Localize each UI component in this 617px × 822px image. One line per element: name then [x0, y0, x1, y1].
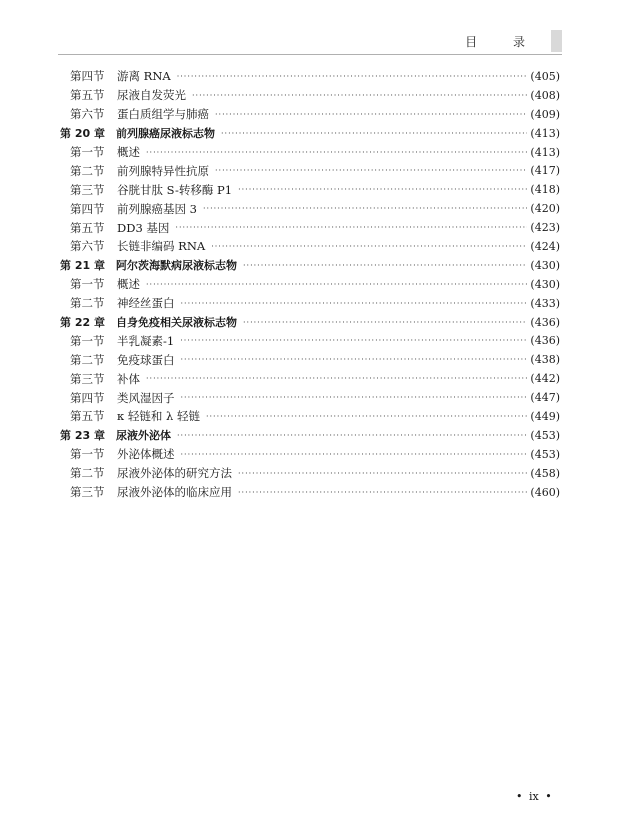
- toc-entry-title: 尿液自发荧光: [117, 88, 186, 103]
- toc-entry-page: (430): [530, 277, 560, 291]
- toc-entry-page: (453): [530, 428, 560, 442]
- toc-entry-title: 长链非编码 RNA: [117, 239, 206, 254]
- toc-section-entry[interactable]: [70, 350, 560, 369]
- toc-dot-leader: [177, 431, 527, 440]
- toc-dot-leader: [243, 261, 527, 270]
- toc-section-entry[interactable]: [70, 275, 560, 294]
- toc-section-entry[interactable]: [70, 464, 560, 483]
- toc-section-entry[interactable]: [70, 86, 560, 105]
- header-tab-marker: [551, 30, 562, 52]
- toc-entry-number: 第二节: [70, 296, 105, 311]
- toc-entry-page: (424): [530, 239, 560, 253]
- toc-dot-leader: [180, 336, 527, 345]
- toc-section-entry[interactable]: [70, 445, 560, 464]
- toc-section-entry[interactable]: [70, 105, 560, 124]
- toc-dot-leader: [181, 299, 528, 308]
- toc-entry-page: (436): [530, 315, 560, 329]
- toc-entry-title: 尿液外泌体的研究方法: [117, 466, 232, 481]
- toc-entry-title: 谷胱甘肽 S-转移酶 P1: [117, 182, 233, 197]
- toc-dot-leader: [181, 450, 528, 459]
- toc-entry-number: 第一节: [70, 333, 105, 348]
- toc-entry-number: 第二节: [70, 163, 105, 178]
- toc-entry-number: 第三节: [70, 371, 105, 386]
- toc-dot-leader: [215, 110, 527, 119]
- toc-entry-page: (447): [530, 391, 560, 405]
- toc-entry-number: 第六节: [70, 107, 105, 122]
- toc-entry-page: (430): [530, 258, 560, 272]
- toc-entry-number: 第 20 章: [60, 127, 105, 141]
- toc-entry-number: 第 22 章: [60, 316, 105, 330]
- toc-entry-page: (413): [530, 145, 560, 159]
- toc-entry-title: 补体: [117, 371, 140, 386]
- toc-section-entry[interactable]: [70, 180, 560, 199]
- toc-entry-title: 免疫球蛋白: [117, 352, 175, 367]
- table-of-contents: [60, 67, 560, 501]
- toc-entry-page: (418): [530, 183, 560, 197]
- toc-entry-number: 第一节: [70, 145, 105, 159]
- toc-dot-leader: [181, 355, 528, 364]
- toc-chapter-entry[interactable]: [60, 313, 560, 332]
- toc-entry-page: (413): [530, 126, 560, 140]
- toc-entry-number: 第一节: [70, 447, 105, 462]
- toc-entry-title: 游离 RNA: [117, 69, 171, 84]
- toc-entry-page: (420): [530, 202, 560, 216]
- toc-entry-title: 阿尔茨海默病尿液标志物: [116, 259, 237, 273]
- toc-dot-leader: [238, 185, 527, 194]
- toc-section-entry[interactable]: [70, 218, 560, 237]
- toc-entry-number: 第五节: [70, 409, 105, 424]
- toc-entry-title: 尿液外泌体: [116, 429, 171, 443]
- toc-entry-title: DD3 基因: [117, 220, 170, 235]
- toc-entry-number: 第二节: [70, 466, 105, 481]
- toc-dot-leader: [238, 488, 527, 497]
- toc-entry-title: 蛋白质组学与肺癌: [117, 107, 209, 122]
- toc-section-entry[interactable]: [70, 237, 560, 256]
- toc-dot-leader: [177, 72, 528, 81]
- toc-entry-number: 第六节: [70, 239, 105, 254]
- toc-entry-title: κ 轻链和 λ 轻链: [117, 409, 200, 424]
- toc-entry-page: (408): [530, 88, 560, 102]
- toc-dot-leader: [146, 374, 527, 383]
- toc-entry-number: 第三节: [70, 182, 105, 197]
- toc-entry-page: (409): [530, 107, 560, 121]
- toc-entry-page: (458): [530, 466, 560, 480]
- toc-entry-number: 第 21 章: [60, 259, 105, 273]
- running-header-title: 目 录: [465, 35, 541, 49]
- toc-entry-number: 第五节: [70, 88, 105, 103]
- toc-entry-number: 第四节: [70, 69, 105, 84]
- toc-entry-page: (460): [530, 485, 560, 499]
- toc-section-entry[interactable]: [70, 161, 560, 180]
- toc-entry-page: (423): [530, 221, 560, 235]
- toc-entry-title: 概述: [117, 145, 140, 159]
- toc-dot-leader: [215, 166, 527, 175]
- toc-entry-number: 第三节: [70, 485, 105, 500]
- toc-dot-leader: [192, 91, 527, 100]
- toc-entry-title: 前列腺癌基因 3: [117, 201, 197, 216]
- toc-entry-page: (436): [530, 334, 560, 348]
- toc-entry-number: 第四节: [70, 201, 105, 216]
- toc-entry-page: (438): [530, 353, 560, 367]
- toc-chapter-entry[interactable]: [60, 256, 560, 275]
- toc-entry-page: (453): [530, 447, 560, 461]
- toc-section-entry[interactable]: [70, 483, 560, 502]
- toc-dot-leader: [211, 242, 527, 251]
- toc-entry-title: 神经丝蛋白: [117, 296, 175, 311]
- toc-entry-page: (433): [530, 296, 560, 310]
- toc-dot-leader: [206, 412, 527, 421]
- toc-chapter-entry[interactable]: [60, 124, 560, 143]
- toc-dot-leader: [175, 223, 527, 232]
- toc-entry-title: 外泌体概述: [117, 447, 175, 462]
- toc-section-entry[interactable]: [70, 143, 560, 162]
- toc-entry-title: 自身免疫相关尿液标志物: [116, 316, 237, 330]
- toc-entry-title: 半乳凝素-1: [117, 333, 175, 348]
- toc-entry-title: 类风湿因子: [117, 390, 175, 405]
- toc-section-entry[interactable]: [70, 294, 560, 313]
- toc-dot-leader: [146, 148, 527, 157]
- toc-dot-leader: [238, 469, 527, 478]
- toc-entry-title: 前列腺特异性抗原: [117, 163, 209, 178]
- toc-section-entry[interactable]: [70, 407, 560, 426]
- toc-section-entry[interactable]: [70, 199, 560, 218]
- toc-dot-leader: [243, 318, 527, 327]
- toc-dot-leader: [221, 129, 527, 138]
- toc-section-entry[interactable]: [70, 388, 560, 407]
- toc-section-entry[interactable]: [70, 67, 560, 86]
- toc-entry-title: 前列腺癌尿液标志物: [116, 127, 215, 141]
- toc-section-entry[interactable]: [70, 369, 560, 388]
- toc-section-entry[interactable]: [70, 331, 560, 350]
- toc-entry-number: 第 23 章: [60, 429, 105, 443]
- page-number: • ix •: [516, 790, 552, 803]
- toc-entry-number: 第一节: [70, 277, 105, 292]
- toc-entry-page: (449): [530, 409, 560, 423]
- toc-entry-page: (405): [530, 69, 560, 83]
- toc-entry-page: (417): [530, 164, 560, 178]
- toc-entry-number: 第五节: [70, 220, 105, 235]
- toc-entry-title: 尿液外泌体的临床应用: [117, 485, 232, 500]
- toc-entry-number: 第二节: [70, 352, 105, 367]
- toc-dot-leader: [203, 204, 527, 213]
- toc-entry-number: 第四节: [70, 390, 105, 405]
- toc-dot-leader: [181, 393, 528, 402]
- toc-dot-leader: [146, 280, 527, 289]
- toc-entry-page: (442): [530, 372, 560, 386]
- header-rule: [58, 54, 562, 55]
- toc-entry-title: 概述: [117, 277, 140, 292]
- toc-chapter-entry[interactable]: [60, 426, 560, 445]
